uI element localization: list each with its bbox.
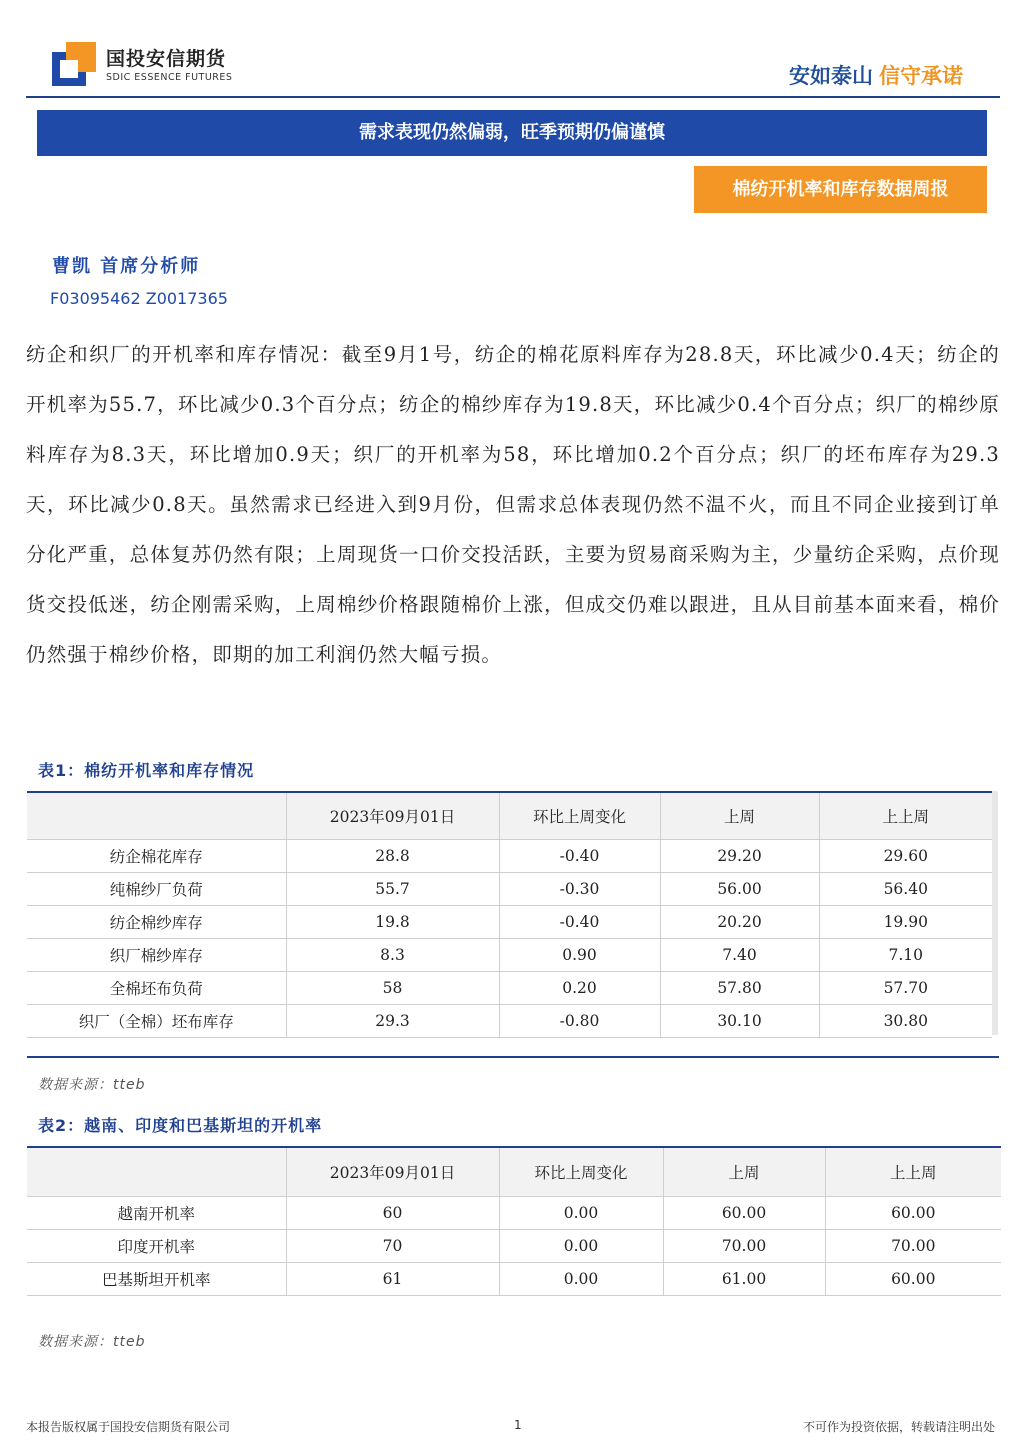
table-row (27, 1230, 1001, 1263)
table1-title: 表1：棉纺开机率和库存情况 (38, 761, 255, 780)
table-cell: 0.00 (499, 1230, 663, 1263)
header-cell (27, 792, 286, 840)
table-cell: 56.00 (660, 873, 819, 906)
table-cell: 57.80 (660, 972, 819, 1005)
row-label: 纯棉纱厂负荷 (27, 873, 286, 906)
table-cell: -0.30 (499, 873, 660, 906)
header-cell (27, 1147, 286, 1197)
table-cell: 0.00 (499, 1197, 663, 1230)
table-cell: 30.80 (819, 1005, 992, 1038)
row-label: 印度开机率 (27, 1230, 286, 1263)
logo-text-cn: 国投安信期货 (106, 48, 227, 70)
table-cell: 8.3 (286, 939, 499, 972)
table-cell: 0.20 (499, 972, 660, 1005)
table1-bottom-divider (27, 1056, 999, 1058)
footer-copyright: 本报告版权属于国投安信期货有限公司 (26, 1420, 231, 1434)
header-cell: 环比上周变化 (499, 1147, 663, 1197)
table-cell: 7.10 (819, 939, 992, 972)
logo-text-en: SDIC ESSENCE FUTURES (106, 72, 233, 83)
logo-mark-icon (52, 42, 96, 86)
table-cell: 19.8 (286, 906, 499, 939)
header-cell: 2023年09月01日 (286, 792, 499, 840)
table-cell: 70.00 (825, 1230, 1001, 1263)
header-cell: 上周 (663, 1147, 825, 1197)
row-label: 纺企棉花库存 (27, 840, 286, 873)
table-cell: 0.00 (499, 1263, 663, 1296)
table2 (27, 1146, 1001, 1296)
table-cell: 20.20 (660, 906, 819, 939)
company-logo (52, 42, 252, 92)
table-cell: 29.3 (286, 1005, 499, 1038)
slogan-part-2: 信守承诺 (879, 64, 963, 88)
table-cell: 70 (286, 1230, 499, 1263)
row-label: 越南开机率 (27, 1197, 286, 1230)
table-header-row (27, 1147, 1001, 1197)
report-title: 需求表现仍然偏弱，旺季预期仍偏谨慎 (37, 110, 987, 156)
table-cell: 30.10 (660, 1005, 819, 1038)
body-paragraph: 纺企和织厂的开机率和库存情况：截至9月1号，纺企的棉花原料库存为28.8天，环比减少0.4天；纺企的开机率为55.7，环比减少0.3个百分点；纺企的棉纱库存为19.8天，环比减少0.4个百分点；织厂的棉纱原料库存为8.3天，环比增加0.9天；织厂的开机率为58，环比增加0.2个百分点；织厂的坯布库存为29.3天，环比减少0.8天。虽然需求已经进入到9月份，但需求总体表现仍然不温不火，而且不同企业接到订单分化严重，总体复苏仍然有限；上周现货一口价交投活跃，主要为贸易商采购为主，少量纺企采购，点价现货交投低迷，纺企刚需采购，上周棉纱价格跟随棉价上涨，但成交仍难以跟进，且从目前基本面来看，棉价仍然强于棉纱价格，即期的加工利润仍然大幅亏损。 (26, 343, 1000, 666)
table-cell: 60.00 (825, 1197, 1001, 1230)
table-row (27, 939, 992, 972)
table-cell: 56.40 (819, 873, 992, 906)
table2-source: 数据来源：tteb (38, 1334, 146, 1350)
table-cell: 60.00 (825, 1263, 1001, 1296)
table-cell: 58 (286, 972, 499, 1005)
table-cell: -0.80 (499, 1005, 660, 1038)
row-label: 巴基斯坦开机率 (27, 1263, 286, 1296)
table-header-row (27, 792, 992, 840)
header-cell: 上上周 (825, 1147, 1001, 1197)
table-cell: 0.90 (499, 939, 660, 972)
slogan (789, 60, 963, 90)
slogan-part-1: 安如泰山 (789, 64, 873, 88)
footer-disclaimer: 不可作为投资依据，转载请注明出处 (802, 1420, 995, 1434)
table2-title: 表2：越南、印度和巴基斯坦的开机率 (38, 1116, 323, 1135)
header-cell: 环比上周变化 (499, 792, 660, 840)
header-cell: 2023年09月01日 (286, 1147, 499, 1197)
table-row (27, 1263, 1001, 1296)
table1-shadow (992, 791, 998, 1035)
table-cell: 60.00 (663, 1197, 825, 1230)
header-divider (26, 96, 1000, 98)
table-cell: 61.00 (663, 1263, 825, 1296)
table-cell: 55.7 (286, 873, 499, 906)
table-cell: 28.8 (286, 840, 499, 873)
table-cell: -0.40 (499, 840, 660, 873)
table-row (27, 972, 992, 1005)
header-cell: 上上周 (819, 792, 992, 840)
table-row (27, 906, 992, 939)
table-cell: -0.40 (499, 906, 660, 939)
author-license: F03095462 Z0017365 (50, 289, 228, 308)
table-cell: 19.90 (819, 906, 992, 939)
table-cell: 61 (286, 1263, 499, 1296)
table-cell: 70.00 (663, 1230, 825, 1263)
row-label: 纺企棉纱库存 (27, 906, 286, 939)
table-cell: 7.40 (660, 939, 819, 972)
row-label: 织厂棉纱库存 (27, 939, 286, 972)
table-cell: 60 (286, 1197, 499, 1230)
table1 (27, 791, 992, 1038)
header-cell: 上周 (660, 792, 819, 840)
row-label: 织厂（全棉）坯布库存 (27, 1005, 286, 1038)
report-subtitle: 棉纺开机率和库存数据周报 (694, 166, 987, 213)
table1-source: 数据来源：tteb (38, 1077, 146, 1093)
table-cell: 57.70 (819, 972, 992, 1005)
author-name: 曹凯 首席分析师 (52, 256, 201, 277)
table-row (27, 840, 992, 873)
page-number: 1 (514, 1418, 522, 1432)
table-cell: 29.20 (660, 840, 819, 873)
table-cell: 29.60 (819, 840, 992, 873)
table-row (27, 873, 992, 906)
table-row (27, 1005, 992, 1038)
table-row (27, 1197, 1001, 1230)
row-label: 全棉坯布负荷 (27, 972, 286, 1005)
